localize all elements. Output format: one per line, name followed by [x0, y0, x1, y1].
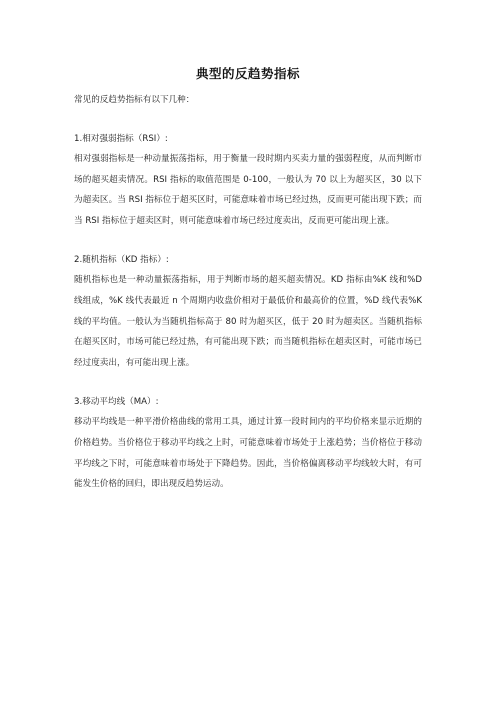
section-body: 随机指标也是一种动量振荡指标，用于判断市场的超买超卖情况。KD 指标由%K 线和%D 线组成，%K 线代表最近 n 个周期内收盘价相对于最低价和最高价的位置，%D 线代表%K 线的平均值。一般认为当随机指标高于 80 时为超买区，低于 20 时为超卖区。当随机指标在超买区时，市场可能已经过热，有可能出现下跌；而当随机指标在超卖区时，可能市场已经过度卖出，有可能出现上涨。 — [74, 275, 422, 368]
document-title: 典型的反趋势指标 — [195, 66, 300, 81]
section-ma — [74, 393, 422, 494]
section-body: 移动平均线是一种平滑价格曲线的常用工具，通过计算一段时间内的平均价格来显示近期的价格趋势。当价格位于移动平均线之上时，可能意味着市场处于上涨趋势；当价格位于移动平均线之下时，可能意味着市场处于下降趋势。因此，当价格偏离移动平均线较大时，有可能发生价格的回归，即出现反趋势运动。 — [74, 417, 422, 490]
section-heading: 3.移动平均线（MA）: — [74, 397, 159, 408]
intro-text: 常见的反趋势指标有以下几种： — [74, 95, 195, 105]
section-body: 相对强弱指标是一种动量振荡指标，用于衡量一段时期内买卖力量的强弱程度，从而判断市场的超买超卖情况。RSI 指标的取值范围是 0-100，一般认为 70 以上为超买区，30 以下为超卖区。当 RSI 指标位于超买区时，可能意味着市场已经过热，反而更可能出现下跌；而当 RSI 指标位于超卖区时，则可能意味着市场已经过度卖出，反而更可能出现上涨。 — [74, 154, 422, 226]
section-rsi — [74, 130, 422, 231]
section-kd — [74, 251, 422, 373]
section-heading: 1.相对强弱指标（RSI）: — [74, 134, 168, 144]
section-heading: 2.随机指标（KD 指标）: — [74, 255, 169, 266]
